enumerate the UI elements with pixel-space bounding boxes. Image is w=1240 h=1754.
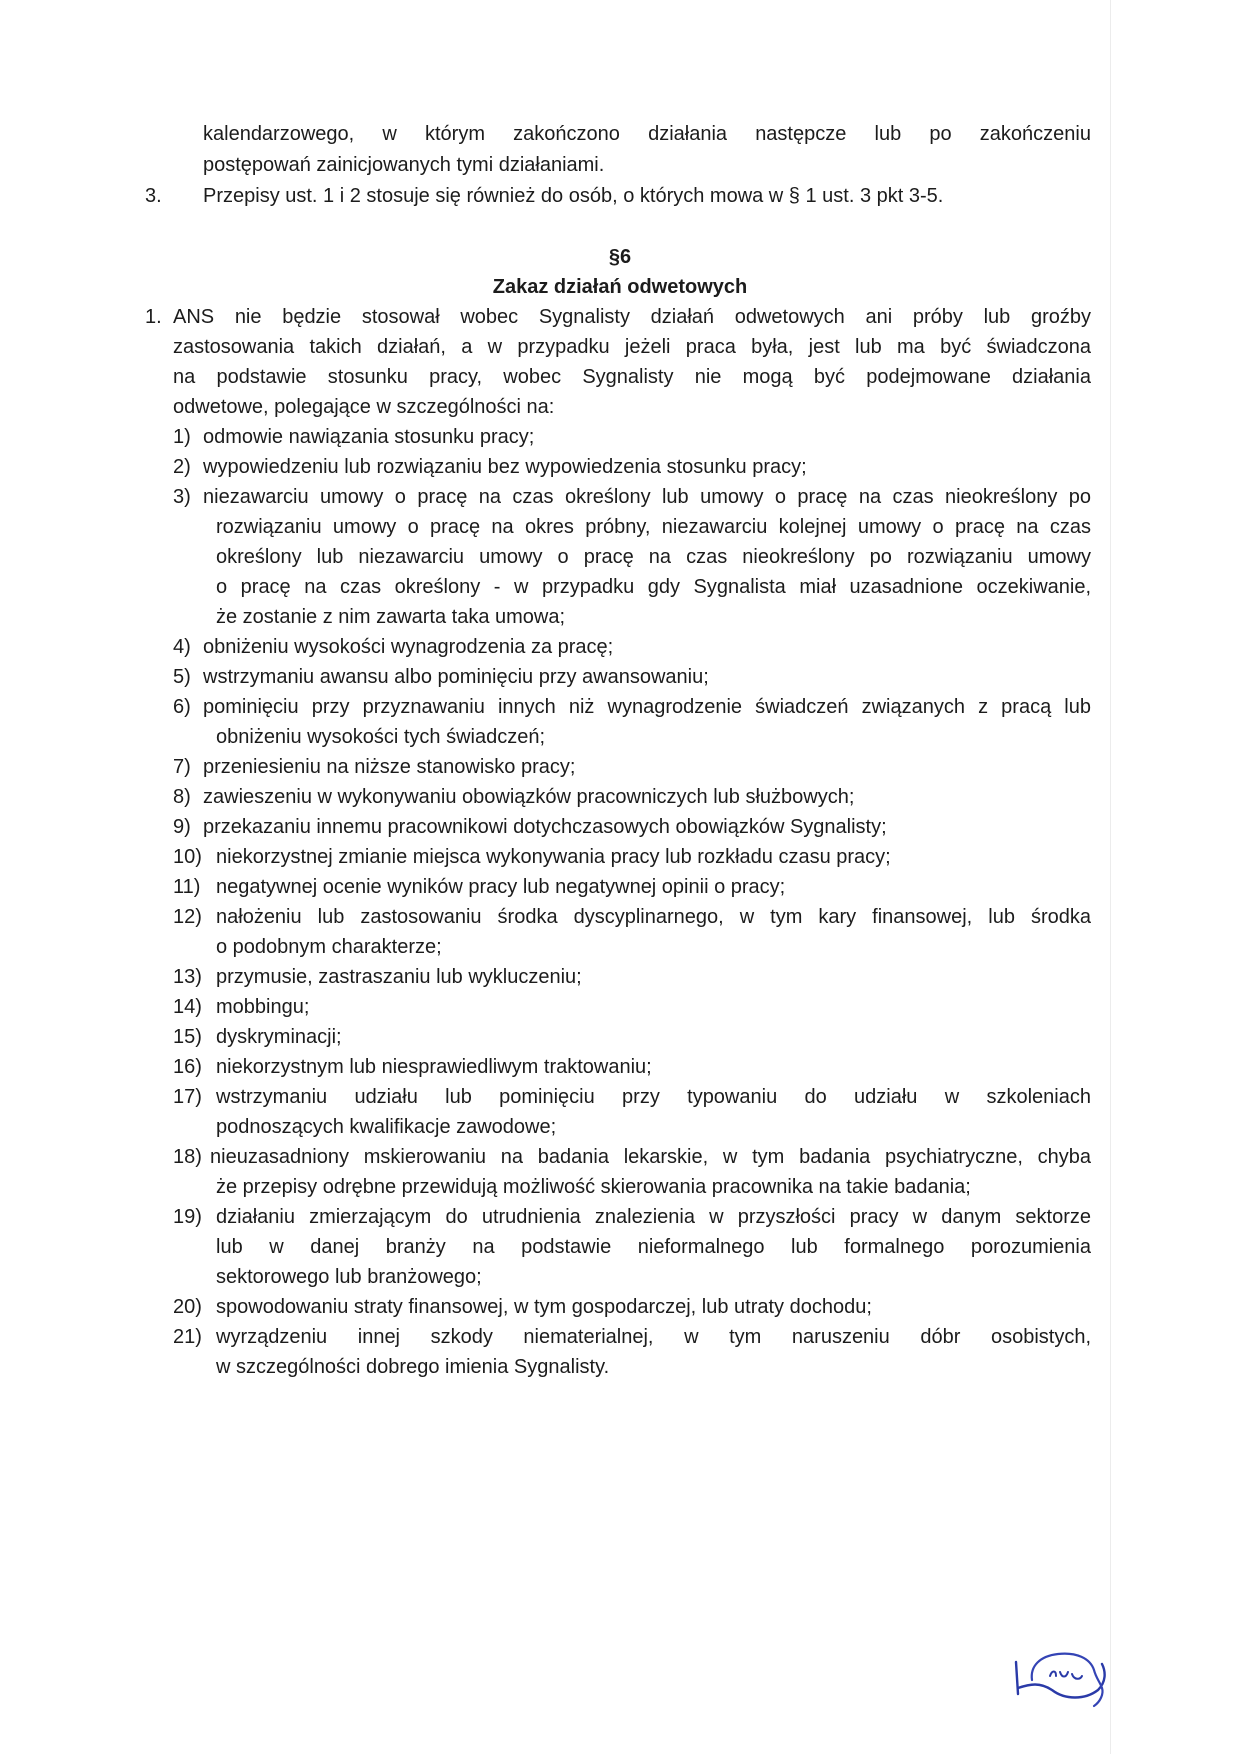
list-item-line: nałożeniu lub zastosowaniu środka dyscyplinarnego, w tym kary finansowej, lub środka (216, 906, 1091, 928)
list-item-line: o pracę na czas określony - w przypadku gdy Sygnalista miał uzasadnione oczekiwanie, (216, 576, 1091, 598)
list-item-line: przeniesieniu na niższe stanowisko pracy; (203, 756, 576, 778)
list-item-line: rozwiązaniu umowy o pracę na okres próbny, niezawarciu kolejnej umowy o pracę na czas (216, 516, 1091, 538)
paragraph-line: odwetowe, polegające w szczególności na: (173, 396, 555, 418)
list-item-line: mobbingu; (216, 996, 310, 1018)
list-item-line: działaniu zmierzającym do utrudnienia znalezienia w przyszłości pracy w danym sektorze (216, 1206, 1091, 1228)
paragraph-line: ANS nie będzie stosował wobec Sygnalisty działań odwetowych ani próby lub groźby (173, 306, 1091, 328)
list-item-line: wstrzymaniu udziału lub pominięciu przy typowaniu do udziału w szkoleniach (216, 1086, 1091, 1108)
paragraph-number: 1. (145, 306, 162, 328)
list-item-line: negatywnej ocenie wyników pracy lub negatywnej opinii o pracy; (216, 876, 786, 898)
list-item-line: o podobnym charakterze; (216, 936, 442, 958)
list-item-line: wstrzymaniu awansu albo pominięciu przy awansowaniu; (203, 666, 709, 688)
list-item-number: 4) (173, 636, 191, 658)
list-item-line: dyskryminacji; (216, 1026, 342, 1048)
list-item-line: pominięciu przy przyznawaniu innych niż wynagrodzenie świadczeń związanych z pracą lub (203, 696, 1091, 718)
list-item-line: lub w danej branży na podstawie nieformalnego lub formalnego porozumienia (216, 1236, 1091, 1258)
list-item-line: określony lub niezawarciu umowy o pracę na czas nieokreślony po rozwiązaniu umowy (216, 546, 1091, 568)
list-item-line: niekorzystnym lub niesprawiedliwym traktowaniu; (216, 1056, 652, 1078)
list-item-line: wypowiedzeniu lub rozwiązaniu bez wypowiedzenia stosunku pracy; (203, 456, 807, 478)
list-item-number: 2) (173, 456, 191, 478)
list-item-number: 16) (173, 1056, 202, 1078)
list-item-number: 17) (173, 1086, 202, 1108)
list-item-number: 20) (173, 1296, 202, 1318)
list-item-number: 19) (173, 1206, 202, 1228)
paragraph-line: na podstawie stosunku pracy, wobec Sygnalisty nie mogą być podejmowane działania (173, 366, 1091, 388)
list-item-line: w szczególności dobrego imienia Sygnalisty. (216, 1356, 610, 1378)
list-item-number: 9) (173, 816, 191, 838)
list-item-number: 8) (173, 786, 191, 808)
list-item-number: 21) (173, 1326, 202, 1348)
section-title: Zakaz działań odwetowych (492, 276, 748, 298)
list-item-line: wyrządzeniu innej szkody niematerialnej, w tym naruszeniu dóbr osobistych, (216, 1326, 1091, 1348)
list-item-line: odmowie nawiązania stosunku pracy; (203, 426, 535, 448)
list-item-line: obniżeniu wysokości tych świadczeń; (216, 726, 546, 748)
list-item-number: 1) (173, 426, 191, 448)
list-item-number: 10) (173, 846, 202, 868)
list-item-number: 18) (173, 1146, 202, 1168)
point-text: Przepisy ust. 1 i 2 stosuje się również do osób, o których mowa w § 1 ust. 3 pkt 3-5. (203, 185, 944, 207)
continuation-line: postępowań zainicjowanych tymi działaniami. (203, 154, 605, 176)
list-item-number: 11) (173, 876, 201, 898)
continuation-line: kalendarzowego, w którym zakończono działania następcze lub po zakończeniu (203, 123, 1091, 145)
list-item-line: zawieszeniu w wykonywaniu obowiązków pracowniczych lub służbowych; (203, 786, 855, 808)
list-item-number: 13) (173, 966, 202, 988)
list-item-number: 12) (173, 906, 202, 928)
list-item-line: przekazaniu innemu pracownikowi dotychczasowych obowiązków Sygnalisty; (203, 816, 887, 838)
list-item-number: 7) (173, 756, 191, 778)
list-item-number: 14) (173, 996, 202, 1018)
list-item-line: spowodowaniu straty finansowej, w tym gospodarczej, lub utraty dochodu; (216, 1296, 872, 1318)
list-item-number: 6) (173, 696, 191, 718)
list-item-line: że zostanie z nim zawarta taka umowa; (216, 606, 566, 628)
list-item-number: 15) (173, 1026, 202, 1048)
list-item-line: że przepisy odrębne przewidują możliwość skierowania pracownika na takie badania; (216, 1176, 971, 1198)
list-item-line: sektorowego lub branżowego; (216, 1266, 482, 1288)
handwritten-initials-icon (1010, 1632, 1120, 1712)
list-item-line: podnoszących kwalifikacje zawodowe; (216, 1116, 557, 1138)
list-item-line: przymusie, zastraszaniu lub wykluczeniu; (216, 966, 582, 988)
list-item-line: obniżeniu wysokości wynagrodzenia za pracę; (203, 636, 614, 658)
list-item-line: niekorzystnej zmianie miejsca wykonywania pracy lub rozkładu czasu pracy; (216, 846, 891, 868)
paragraph-line: zastosowania takich działań, a w przypadku jeżeli praca była, jest lub ma być świadczona (173, 336, 1091, 358)
list-item-line: niezawarciu umowy o pracę na czas określony lub umowy o pracę na czas nieokreślony po (203, 486, 1091, 508)
point-number: 3. (145, 185, 162, 207)
list-item-line: nieuzasadniony mskierowaniu na badania lekarskie, w tym badania psychiatryczne, chyba (210, 1146, 1091, 1168)
section-number: §6 (608, 246, 632, 268)
list-item-number: 5) (173, 666, 191, 688)
list-item-number: 3) (173, 486, 191, 508)
